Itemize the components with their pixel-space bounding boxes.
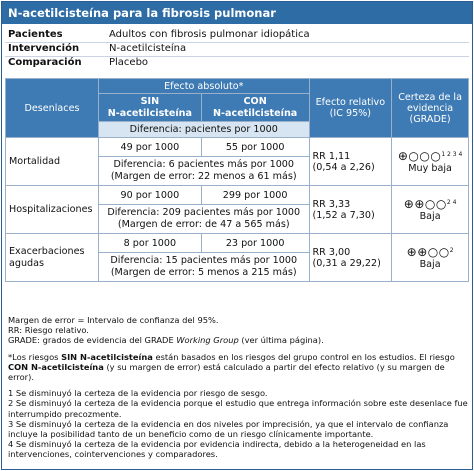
- footnote-1: 1 Se disminuyó la certeza de la evidencia por riesgo de sesgo.: [8, 388, 268, 399]
- header-difference: Diferencia: pacientes por 1000: [98, 122, 309, 138]
- footnote-refs: 2: [449, 246, 454, 254]
- rr-value: RR 3,33: [312, 198, 351, 210]
- note-risk-bold: SIN N-acetilcisteína: [61, 351, 153, 362]
- header-relative-line: Efecto relativo: [315, 97, 386, 108]
- table-row: [6, 234, 469, 253]
- outcome-label: Hospitalizaciones: [6, 186, 99, 234]
- rr-ci: (1,52 a 7,30): [312, 209, 375, 221]
- risk-with: 299 por 1000: [201, 186, 309, 205]
- pico-table: [5, 29, 469, 69]
- difference-cell: [98, 205, 309, 234]
- grade-symbols: ⊕○○○: [397, 149, 442, 163]
- relative-effect: [309, 138, 392, 186]
- note-risk-bold: CON N-acetilcisteína: [8, 361, 104, 372]
- note-risk-text: *Los riesgos: [8, 351, 62, 362]
- outcome-label: Mortalidad: [6, 138, 99, 186]
- footnote-4: 4 Se disminuyó la certeza de la evidencia por evidencia indirecta, debido a la heterogeneidad en las intervenciones, cointervenciones y comparadores.: [8, 439, 426, 460]
- header-without-line: N-acetilcisteína: [107, 107, 192, 119]
- rr-ci: (0,31 a 29,22): [312, 257, 381, 269]
- pico-row-patients: [5, 29, 469, 42]
- header-with: [201, 94, 309, 122]
- note-risk-text: (y su margen de error) está calculado a partir del efecto relativo (y su margen de error).: [8, 361, 445, 383]
- note-rr: RR: Riesgo relativo.: [8, 325, 89, 336]
- note-risk-text: están basados en los riesgos del grupo control en los estudios. El riesgo: [152, 351, 455, 362]
- pico-label: Pacientes: [8, 29, 63, 40]
- note-margin: Margen de error = Intervalo de confianza del 95%.: [8, 315, 219, 325]
- difference-cell: [98, 253, 309, 282]
- summary-of-findings-card: [1, 1, 473, 470]
- pico-label: Comparación: [5, 56, 105, 69]
- outcome-label: Exacerbaciones agudas: [6, 234, 99, 282]
- table-title: N-acetilcisteína para la fibrosis pulmonar: [2, 2, 472, 24]
- footnote-2: 2 Se disminuyó la certeza de la evidencia porque el estudio que entrega información sobre este desenlace fue interrumpido precozmente.: [8, 398, 468, 419]
- certainty-label: Muy baja: [408, 163, 452, 174]
- footnote-3: 3 Se disminuyó la certeza de la evidencia en dos niveles por imprecisión, ya que el intervalo de confianza incluye la posibilidad tanto de un beneficio como de un riesgo clínicamente importante.: [8, 418, 449, 440]
- note-grade-em: Working Group: [176, 335, 239, 346]
- difference-margin: (Margen de error: 5 menos a 215 más): [110, 267, 297, 278]
- certainty-label: Baja: [419, 211, 441, 222]
- footnotes: [8, 315, 470, 460]
- difference-text: Diferencia: 15 pacientes más por 1000: [110, 255, 298, 266]
- pico-label: Intervención: [5, 42, 105, 56]
- difference-text: Diferencia: 209 pacientes más por 1000: [107, 207, 301, 218]
- relative-effect: [309, 186, 392, 234]
- footnote-refs: 1 2 3 4: [441, 150, 463, 158]
- note-grade: [8, 335, 470, 345]
- header-outcomes: Desenlaces: [6, 79, 99, 138]
- header-certainty-line: Certeza de la: [398, 91, 462, 103]
- pico-row-comparison: [5, 56, 469, 69]
- header-absolute-effect: Efecto absoluto*: [98, 79, 309, 94]
- results-table: [5, 78, 469, 282]
- pico-value: Placebo: [105, 56, 469, 69]
- header-without: [98, 94, 201, 122]
- header-certainty-line: evidencia: [407, 102, 454, 114]
- pico-row-intervention: [5, 42, 469, 56]
- certainty-cell: [392, 234, 469, 282]
- risk-with: 23 por 1000: [201, 234, 309, 253]
- header-certainty-line: (GRADE): [409, 113, 451, 125]
- header-certainty: [392, 79, 469, 138]
- header-without-line: SIN: [140, 95, 160, 107]
- header-relative-effect: [309, 79, 392, 138]
- footnote-refs: 2 4: [446, 198, 457, 206]
- table-row: [6, 186, 469, 205]
- risk-with: 55 por 1000: [201, 138, 309, 157]
- relative-effect: [309, 234, 392, 282]
- risk-without: 49 por 1000: [98, 138, 201, 157]
- certainty-label: Baja: [419, 259, 441, 270]
- note-grade-text: GRADE: grados de evidencia del GRADE: [8, 335, 177, 346]
- grade-symbols: ⊕⊕○○: [403, 197, 447, 211]
- rr-value: RR 1,11: [312, 150, 351, 162]
- certainty-cell: [392, 138, 469, 186]
- rr-value: RR 3,00: [312, 246, 351, 258]
- rr-ci: (0,54 a 2,26): [312, 161, 375, 173]
- grade-symbols: ⊕⊕○○: [406, 245, 450, 259]
- difference-cell: [98, 157, 309, 186]
- table-row: [6, 138, 469, 157]
- note-grade-tail: (ver última página).: [238, 335, 324, 346]
- risk-without: 90 por 1000: [98, 186, 201, 205]
- header-relative-line: (IC 95%): [329, 108, 372, 119]
- pico-value: N-acetilcisteína: [105, 42, 469, 56]
- risk-without: 8 por 1000: [98, 234, 201, 253]
- note-risk: [8, 352, 470, 383]
- certainty-cell: [392, 186, 469, 234]
- difference-margin: (Margen de error: de 47 a 565 más): [117, 219, 290, 230]
- header-with-line: N-acetilcisteína: [213, 107, 298, 119]
- difference-margin: (Margen de error: 22 menos a 61 más): [110, 171, 297, 182]
- difference-text: Diferencia: 6 pacientes más por 1000: [113, 159, 295, 170]
- header-with-line: CON: [243, 95, 267, 107]
- pico-value: Adultos con fibrosis pulmonar idiopática: [109, 29, 310, 40]
